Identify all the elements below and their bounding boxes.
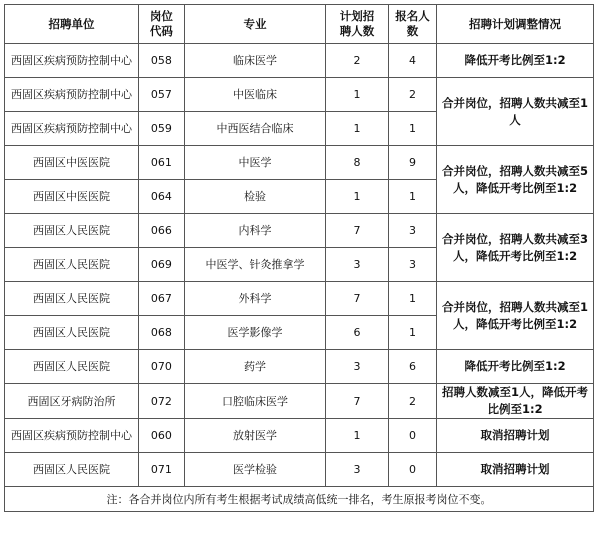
cell-plan: 1 [326,180,389,214]
cell-code: 058 [138,44,184,78]
table-row [5,282,594,316]
cell-adjustment: 取消招聘计划 [437,419,594,453]
cell-apply: 3 [388,214,436,248]
table-row [5,453,594,487]
table-row [5,146,594,180]
cell-code: 069 [138,248,184,282]
cell-apply: 1 [388,112,436,146]
cell-apply: 2 [388,78,436,112]
cell-major: 中医临床 [184,78,325,112]
cell-code: 067 [138,282,184,316]
cell-unit: 西固区中医医院 [5,180,139,214]
header-major: 专业 [184,5,325,44]
cell-major: 临床医学 [184,44,325,78]
cell-apply: 0 [388,453,436,487]
cell-plan: 7 [326,384,389,419]
cell-unit: 西固区人民医院 [5,453,139,487]
recruitment-adjustment-table-container [4,4,594,512]
cell-code: 066 [138,214,184,248]
recruitment-adjustment-table [4,4,594,512]
cell-plan: 1 [326,78,389,112]
table-row [5,384,594,419]
cell-code: 060 [138,419,184,453]
cell-plan: 8 [326,146,389,180]
cell-unit: 西固区疾病预防控制中心 [5,112,139,146]
cell-adjustment: 合并岗位，招聘人数共减至3人，降低开考比例至1:2 [437,214,594,282]
cell-adjustment: 招聘人数减至1人，降低开考比例至1:2 [437,384,594,419]
cell-unit: 西固区疾病预防控制中心 [5,419,139,453]
cell-major: 中医学 [184,146,325,180]
header-code: 岗位 代码 [138,5,184,44]
cell-unit: 西固区牙病防治所 [5,384,139,419]
table-row [5,214,594,248]
cell-unit: 西固区疾病预防控制中心 [5,44,139,78]
footnote: 注：各合并岗位内所有考生根据考试成绩高低统一排名，考生原报考岗位不变。 [5,487,594,512]
cell-apply: 1 [388,282,436,316]
cell-unit: 西固区人民医院 [5,248,139,282]
cell-plan: 7 [326,214,389,248]
cell-major: 药学 [184,350,325,384]
cell-code: 068 [138,316,184,350]
cell-code: 059 [138,112,184,146]
cell-unit: 西固区人民医院 [5,316,139,350]
cell-unit: 西固区人民医院 [5,282,139,316]
cell-major: 外科学 [184,282,325,316]
cell-major: 中医学、针灸推拿学 [184,248,325,282]
header-adjustment: 招聘计划调整情况 [437,5,594,44]
cell-plan: 1 [326,112,389,146]
table-row [5,44,594,78]
cell-plan: 6 [326,316,389,350]
cell-apply: 1 [388,316,436,350]
cell-code: 064 [138,180,184,214]
cell-major: 内科学 [184,214,325,248]
cell-plan: 2 [326,44,389,78]
cell-unit: 西固区疾病预防控制中心 [5,78,139,112]
table-row [5,419,594,453]
cell-code: 070 [138,350,184,384]
cell-plan: 1 [326,419,389,453]
cell-major: 口腔临床医学 [184,384,325,419]
cell-major: 医学影像学 [184,316,325,350]
cell-plan: 3 [326,350,389,384]
header-plan: 计划招 聘人数 [326,5,389,44]
table-row [5,350,594,384]
cell-code: 057 [138,78,184,112]
cell-unit: 西固区人民医院 [5,350,139,384]
cell-adjustment: 降低开考比例至1:2 [437,350,594,384]
cell-plan: 7 [326,282,389,316]
header-unit: 招聘单位 [5,5,139,44]
cell-adjustment: 合并岗位，招聘人数共减至1人 [437,78,594,146]
cell-adjustment: 降低开考比例至1:2 [437,44,594,78]
cell-plan: 3 [326,248,389,282]
table-row [5,78,594,112]
header-apply: 报名人 数 [388,5,436,44]
cell-apply: 6 [388,350,436,384]
cell-apply: 9 [388,146,436,180]
cell-apply: 3 [388,248,436,282]
cell-major: 放射医学 [184,419,325,453]
header-row [5,5,594,44]
cell-apply: 2 [388,384,436,419]
cell-code: 071 [138,453,184,487]
cell-adjustment: 取消招聘计划 [437,453,594,487]
cell-unit: 西固区人民医院 [5,214,139,248]
cell-plan: 3 [326,453,389,487]
footnote-row [5,487,594,512]
cell-apply: 0 [388,419,436,453]
cell-major: 中西医结合临床 [184,112,325,146]
cell-apply: 4 [388,44,436,78]
cell-unit: 西固区中医医院 [5,146,139,180]
cell-code: 061 [138,146,184,180]
cell-code: 072 [138,384,184,419]
cell-adjustment: 合并岗位，招聘人数共减至5人，降低开考比例至1:2 [437,146,594,214]
cell-adjustment: 合并岗位，招聘人数共减至1人，降低开考比例至1:2 [437,282,594,350]
cell-major: 检验 [184,180,325,214]
cell-major: 医学检验 [184,453,325,487]
cell-apply: 1 [388,180,436,214]
